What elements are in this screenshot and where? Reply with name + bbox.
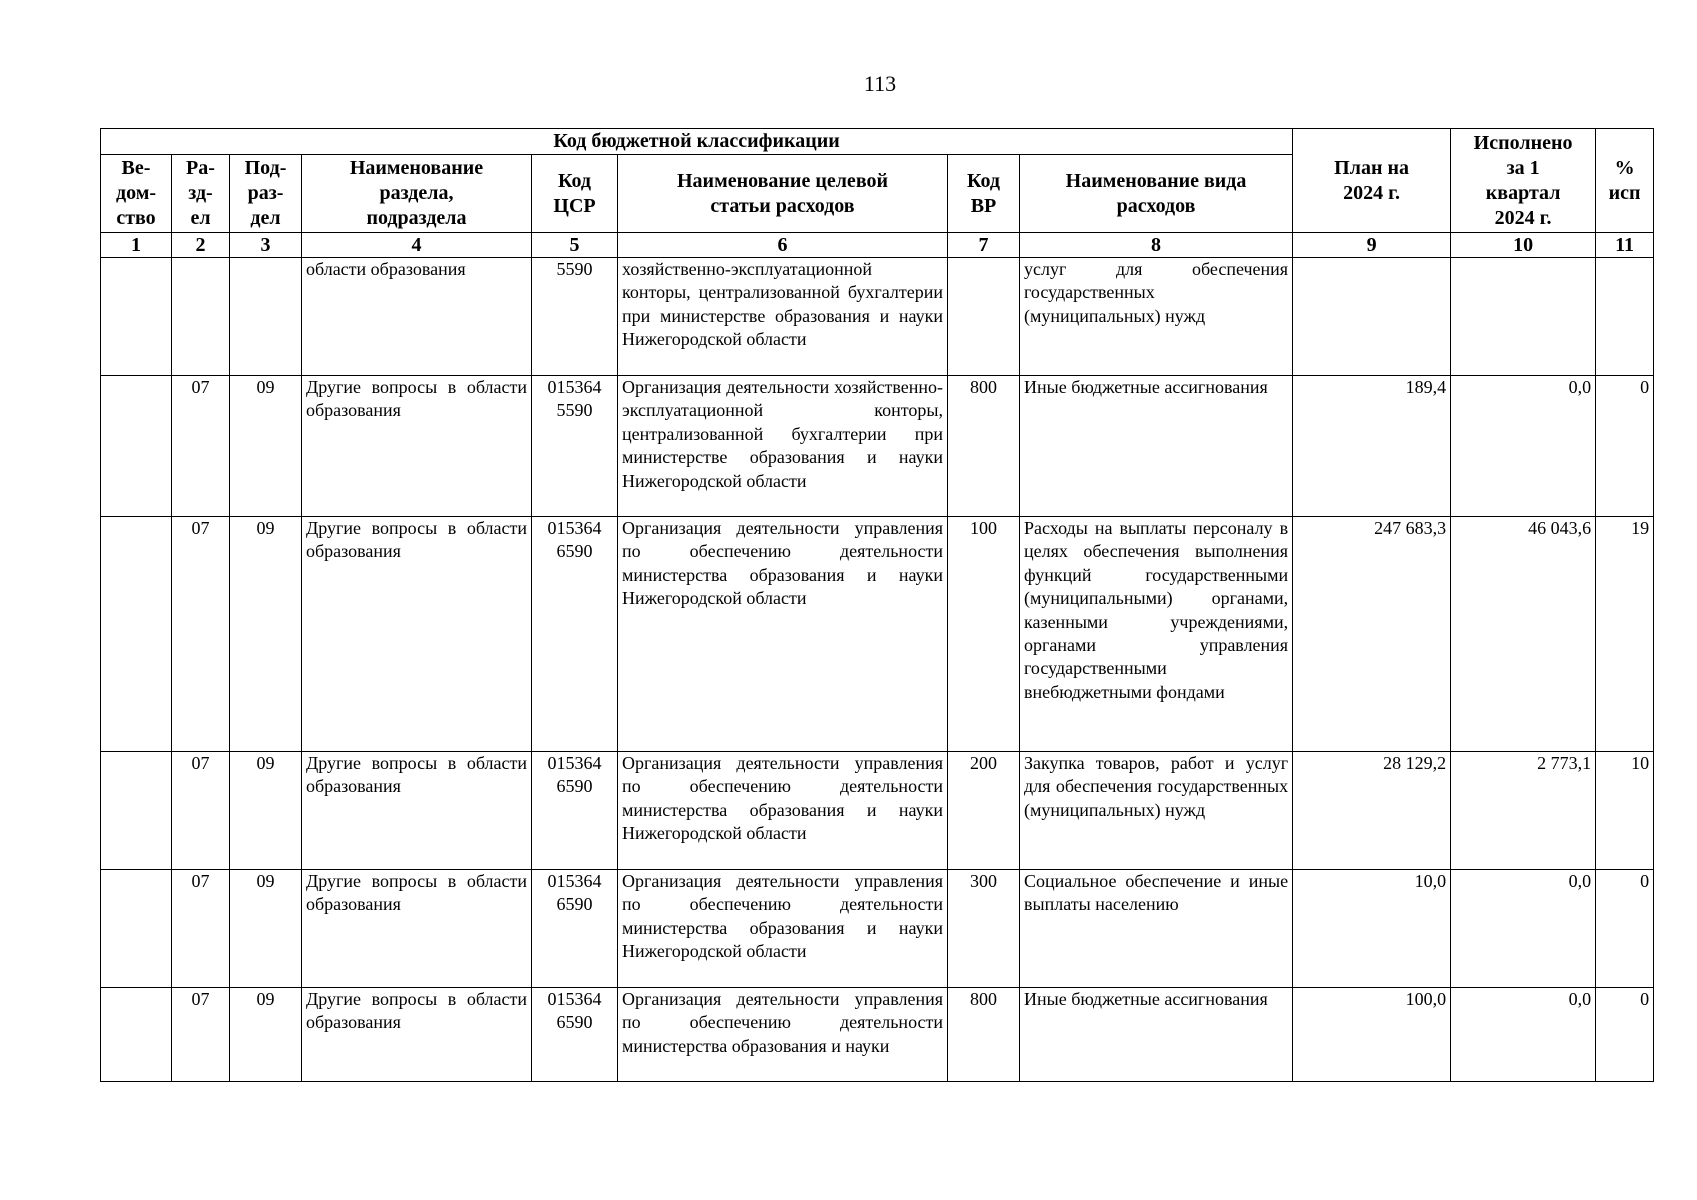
page-number: 113	[863, 71, 897, 96]
cell-razdel: 07	[172, 988, 230, 1082]
cell-pct: 0	[1596, 870, 1654, 988]
cell-razdel: 07	[172, 376, 230, 517]
cell-csr: 015364 6590	[532, 517, 618, 752]
cell-vr-name: Иные бюджетные ассигнования	[1020, 988, 1293, 1082]
cell-done: 2 773,1	[1451, 752, 1596, 870]
cell-razdel-name: Другие вопросы в области образования	[302, 988, 532, 1082]
cell-pct: 10	[1596, 752, 1654, 870]
table-row	[101, 376, 1654, 517]
cell-vedomstvo	[101, 376, 172, 517]
cell-vr-name: Расходы на выплаты персоналу в целях обеспечения выполнения функций государственными (муниципальными) органами, казенными учреждениями, органами управления государственными внебюджетными фондами	[1020, 517, 1293, 752]
cell-vedomstvo	[101, 870, 172, 988]
cell-target-name: Организация деятельности управления по обеспечению деятельности министерства образования и науки Нижегородской области	[618, 870, 948, 988]
col-header-7: Код ВР	[948, 155, 1020, 233]
header-group-row	[101, 129, 1654, 155]
cell-plan	[1293, 258, 1451, 376]
cell-plan: 247 683,3	[1293, 517, 1451, 752]
cell-razdel: 07	[172, 752, 230, 870]
table-row	[101, 258, 1654, 376]
cell-target-name: Организация деятельности управления по обеспечению деятельности министерства образования и науки Нижегородской области	[618, 752, 948, 870]
cell-vr: 100	[948, 517, 1020, 752]
cell-vr-name: Иные бюджетные ассигнования	[1020, 376, 1293, 517]
col-number: 9	[1293, 233, 1451, 258]
cell-csr: 015364 6590	[532, 870, 618, 988]
col-number: 4	[302, 233, 532, 258]
table-row	[101, 988, 1654, 1082]
table-row	[101, 517, 1654, 752]
cell-plan: 10,0	[1293, 870, 1451, 988]
col-number: 8	[1020, 233, 1293, 258]
cell-pct: 0	[1596, 376, 1654, 517]
cell-done: 0,0	[1451, 988, 1596, 1082]
cell-vr	[948, 258, 1020, 376]
cell-vedomstvo	[101, 752, 172, 870]
col-number: 2	[172, 233, 230, 258]
cell-podrazdel: 09	[230, 988, 302, 1082]
table-row	[101, 870, 1654, 988]
col-number: 6	[618, 233, 948, 258]
col-number: 11	[1596, 233, 1654, 258]
col-number: 3	[230, 233, 302, 258]
cell-vedomstvo	[101, 517, 172, 752]
cell-plan: 100,0	[1293, 988, 1451, 1082]
cell-razdel-name: Другие вопросы в области образования	[302, 870, 532, 988]
cell-razdel-name: Другие вопросы в области образования	[302, 376, 532, 517]
cell-done: 0,0	[1451, 870, 1596, 988]
col-header-5: Код ЦСР	[532, 155, 618, 233]
cell-done: 46 043,6	[1451, 517, 1596, 752]
col-header-6: Наименование целевой статьи расходов	[618, 155, 948, 233]
cell-podrazdel	[230, 258, 302, 376]
col-header-8: Наименование вида расходов	[1020, 155, 1293, 233]
cell-vr: 800	[948, 988, 1020, 1082]
col-header-9: План на 2024 г.	[1293, 129, 1451, 233]
cell-vr-name: услуг для обеспечения государственных (муниципальных) нужд	[1020, 258, 1293, 376]
col-header-1: Ве- дом- ство	[101, 155, 172, 233]
cell-razdel-name: Другие вопросы в области образования	[302, 517, 532, 752]
cell-razdel: 07	[172, 870, 230, 988]
cell-done	[1451, 258, 1596, 376]
cell-podrazdel: 09	[230, 376, 302, 517]
cell-vr: 200	[948, 752, 1020, 870]
cell-razdel: 07	[172, 517, 230, 752]
cell-razdel-name: Другие вопросы в области образования	[302, 752, 532, 870]
cell-csr: 015364 5590	[532, 376, 618, 517]
budget-table	[100, 128, 1654, 1082]
cell-csr: 015364 6590	[532, 988, 618, 1082]
cell-podrazdel: 09	[230, 752, 302, 870]
cell-podrazdel: 09	[230, 870, 302, 988]
cell-pct	[1596, 258, 1654, 376]
cell-razdel-name: области образования	[302, 258, 532, 376]
cell-done: 0,0	[1451, 376, 1596, 517]
cell-plan: 28 129,2	[1293, 752, 1451, 870]
col-header-10: Исполнено за 1 квартал 2024 г.	[1451, 129, 1596, 233]
cell-vedomstvo	[101, 258, 172, 376]
col-header-11: % исп	[1596, 129, 1654, 233]
cell-target-name: Организация деятельности управления по обеспечению деятельности министерства образования и науки	[618, 988, 948, 1082]
header-group-title: Код бюджетной классификации	[101, 129, 1293, 155]
col-number: 7	[948, 233, 1020, 258]
cell-vr: 300	[948, 870, 1020, 988]
col-header-2: Ра- зд- ел	[172, 155, 230, 233]
cell-razdel	[172, 258, 230, 376]
cell-pct: 0	[1596, 988, 1654, 1082]
col-header-4: Наименование раздела, подраздела	[302, 155, 532, 233]
cell-target-name: Организация деятельности хозяйственно-эксплуатационной конторы, централизованной бухгалтерии при министерстве образования и науки Нижегородской области	[618, 376, 948, 517]
cell-vr-name: Социальное обеспечение и иные выплаты населению	[1020, 870, 1293, 988]
cell-vr: 800	[948, 376, 1020, 517]
cell-podrazdel: 09	[230, 517, 302, 752]
col-number: 1	[101, 233, 172, 258]
column-numbers-row	[101, 233, 1654, 258]
cell-target-name: хозяйственно-эксплуатационной конторы, централизованной бухгалтерии при министерстве образования и науки Нижегородской области	[618, 258, 948, 376]
table-row	[101, 752, 1654, 870]
cell-plan: 189,4	[1293, 376, 1451, 517]
col-number: 5	[532, 233, 618, 258]
cell-csr: 5590	[532, 258, 618, 376]
cell-csr: 015364 6590	[532, 752, 618, 870]
col-header-3: Под- раз- дел	[230, 155, 302, 233]
col-number: 10	[1451, 233, 1596, 258]
cell-pct: 19	[1596, 517, 1654, 752]
cell-target-name: Организация деятельности управления по обеспечению деятельности министерства образования и науки Нижегородской области	[618, 517, 948, 752]
cell-vedomstvo	[101, 988, 172, 1082]
cell-vr-name: Закупка товаров, работ и услуг для обеспечения государственных (муниципальных) нужд	[1020, 752, 1293, 870]
